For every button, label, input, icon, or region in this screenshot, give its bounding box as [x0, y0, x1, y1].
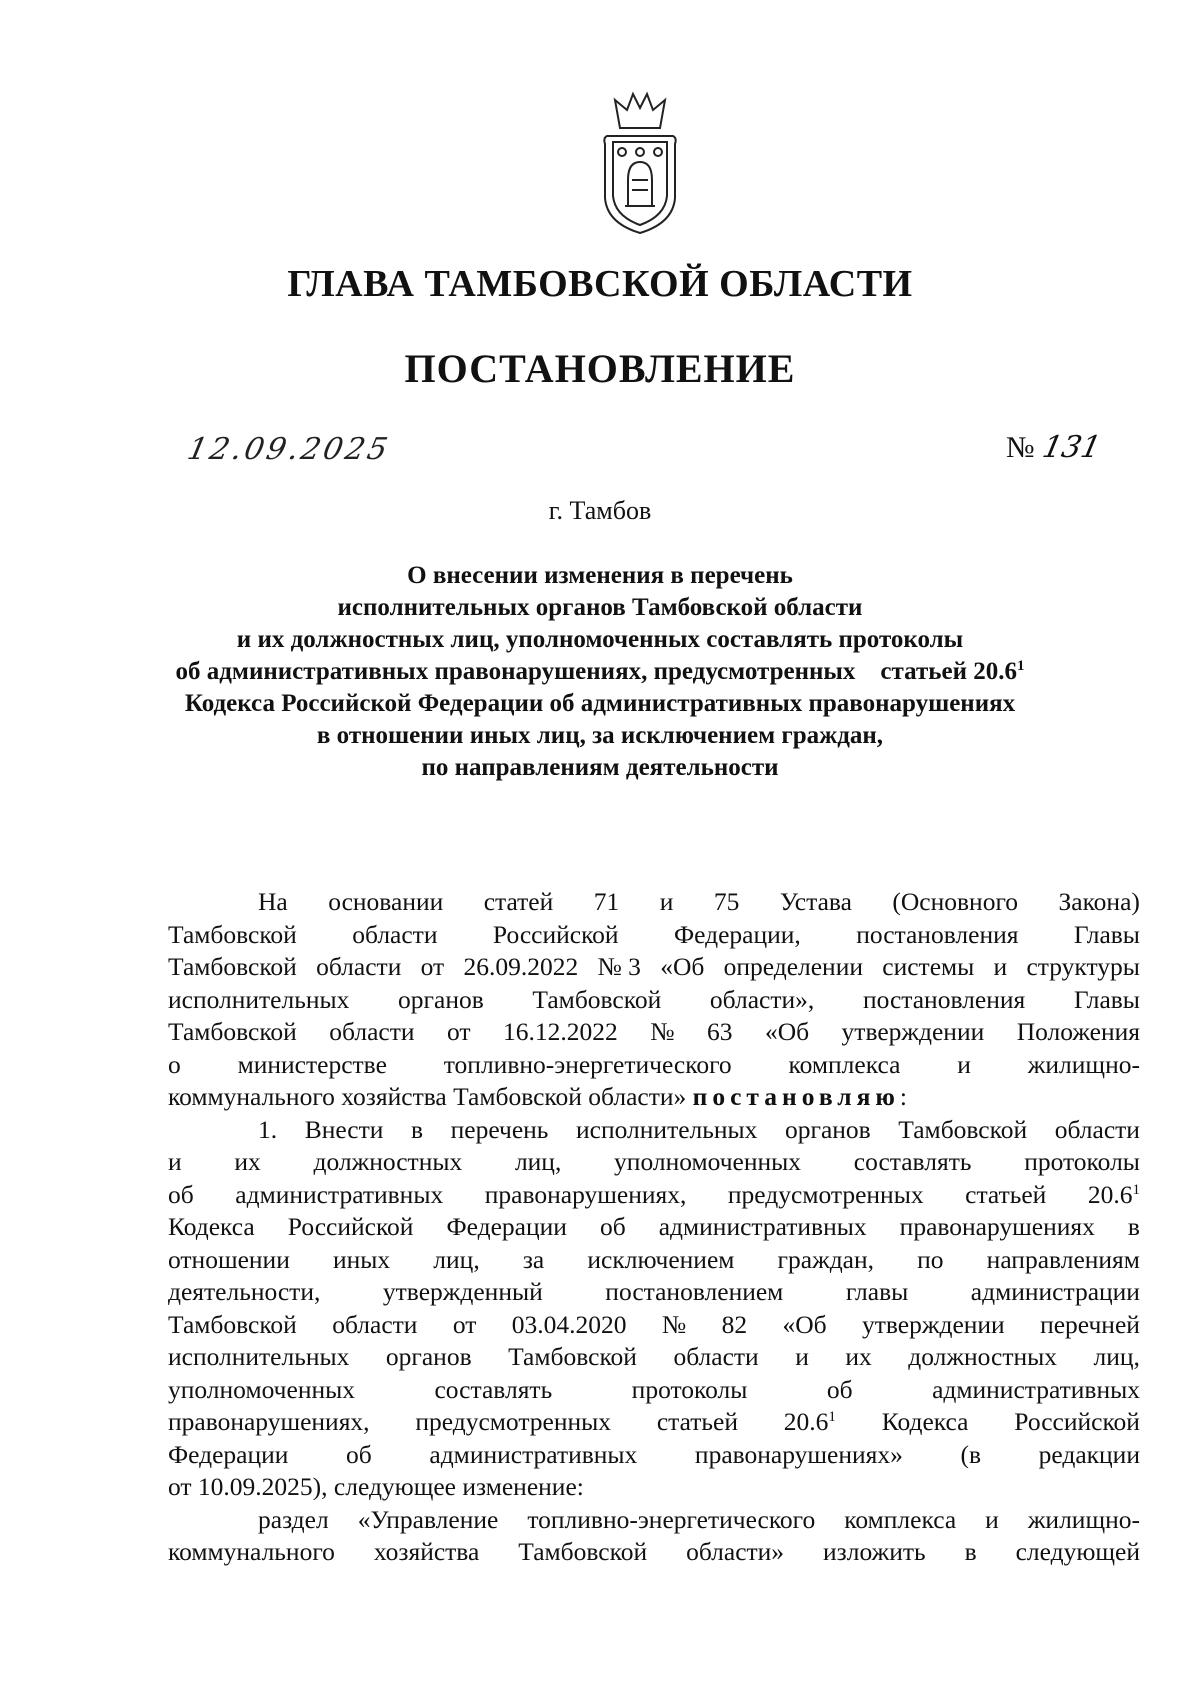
- word: Федерации,: [673, 919, 801, 949]
- word: области: [329, 1017, 415, 1046]
- word: органов: [785, 1114, 871, 1144]
- word: Тамбовской: [898, 1114, 1028, 1144]
- word: 20.6$^1$: [1087, 1179, 1140, 1209]
- body-line: [168, 1211, 1140, 1244]
- word: исполнительных: [168, 1342, 350, 1371]
- word: должностных: [313, 1147, 463, 1176]
- document-date: 12.09.2025: [184, 432, 394, 467]
- word: 1.: [258, 1114, 278, 1144]
- word: правонарушениях,: [484, 1179, 687, 1209]
- word: области»,: [709, 984, 815, 1014]
- word: за: [522, 1244, 545, 1274]
- word: раздел: [258, 1504, 329, 1534]
- word: правонарушениях: [899, 1212, 1095, 1241]
- body-line: [168, 1504, 1140, 1537]
- word: в: [1127, 1212, 1140, 1241]
- word: уполномоченных: [168, 1374, 355, 1404]
- word: и: [659, 887, 674, 916]
- word: структуры: [1026, 952, 1140, 981]
- word: исполнительных: [576, 1114, 758, 1144]
- word: Федерации: [168, 1439, 289, 1469]
- word: главы: [845, 1277, 909, 1306]
- word: «Управление: [357, 1504, 499, 1534]
- word: иных: [332, 1244, 391, 1274]
- word: Российской: [287, 1212, 414, 1241]
- word: Устава: [779, 887, 852, 916]
- word: Тамбовской: [168, 952, 297, 981]
- body-text: :: [899, 1082, 907, 1111]
- word: и: [985, 1504, 999, 1534]
- body-line: [168, 1341, 1140, 1374]
- body-line: [168, 1049, 1140, 1082]
- word: должностных: [908, 1342, 1058, 1371]
- word: об: [599, 1212, 626, 1241]
- word: Тамбовской: [532, 984, 662, 1014]
- word: и: [168, 1147, 182, 1176]
- word: области: [332, 1309, 418, 1339]
- word: лиц,: [433, 1244, 480, 1274]
- body-line: [168, 1179, 1140, 1212]
- word: их: [234, 1147, 261, 1176]
- number-label: №: [1006, 431, 1035, 464]
- word: коммунального: [168, 1537, 335, 1566]
- document-body: [168, 886, 1140, 1569]
- issuing-authority: ГЛАВА ТАМБОВСКОЙ ОБЛАСТИ: [287, 263, 913, 305]
- word: Тамбовской: [518, 1537, 648, 1566]
- word: органов: [385, 1342, 472, 1371]
- word: области: [352, 919, 438, 949]
- word: исполнительных: [168, 984, 350, 1014]
- word: Российской: [1014, 1407, 1140, 1436]
- word: статьей: [965, 1179, 1047, 1209]
- word: 16.12.2022: [503, 1017, 618, 1046]
- word: Федерации: [446, 1212, 567, 1241]
- word: административных: [235, 1179, 444, 1209]
- word: На: [258, 887, 288, 916]
- word: протоколы: [631, 1374, 748, 1404]
- word: административных: [429, 1439, 638, 1469]
- word: в: [964, 1537, 977, 1566]
- heading-line: и их должностных лиц, уполномоченных составлять протоколы: [236, 626, 964, 653]
- word: и: [957, 1049, 971, 1079]
- word: 82: [721, 1309, 748, 1339]
- word: об: [826, 1374, 853, 1404]
- body-line: [168, 1439, 1140, 1472]
- body-text: коммунального хозяйства Тамбовской области»: [168, 1082, 693, 1111]
- word: статьей: [656, 1407, 738, 1436]
- word: органов: [398, 984, 484, 1014]
- word: (в: [960, 1439, 982, 1469]
- body-line: [168, 1374, 1140, 1407]
- word: от: [446, 1017, 471, 1046]
- word: топливно-энергетического: [443, 1049, 732, 1079]
- word: Положения: [1016, 1017, 1140, 1046]
- body-line: [168, 1081, 1140, 1114]
- body-line: [168, 1276, 1140, 1309]
- word: лиц,: [514, 1147, 562, 1176]
- superscript: 1: [1016, 658, 1025, 674]
- word: определении: [723, 952, 863, 981]
- word: постановлением: [605, 1277, 784, 1306]
- word: об: [346, 1439, 372, 1469]
- word: составлять: [434, 1374, 553, 1404]
- word: правонарушениях»: [694, 1439, 903, 1469]
- body-line: от 10.09.2025), следующее изменение:: [168, 1472, 584, 1501]
- word: хозяйства: [373, 1537, 480, 1566]
- document-number: [1006, 430, 1104, 465]
- word: уполномоченных: [614, 1147, 802, 1176]
- word: Кодекса: [881, 1407, 969, 1436]
- word: 20.6$^1$: [783, 1407, 836, 1436]
- word: лиц,: [1093, 1342, 1140, 1371]
- word: 63: [707, 1017, 733, 1046]
- body-line: [168, 1146, 1140, 1179]
- heading-line-text: об административных правонарушениях, предусмотренных статьей 20.6: [175, 658, 1017, 685]
- word: Российской: [492, 919, 619, 949]
- word: от: [452, 1309, 477, 1339]
- word: области: [673, 1342, 759, 1371]
- word: от: [420, 952, 445, 981]
- word: перечней: [1040, 1309, 1140, 1339]
- document-heading: [150, 560, 1050, 784]
- body-line: [168, 1114, 1140, 1147]
- word: «Об: [782, 1309, 827, 1339]
- word: области: [316, 952, 402, 981]
- body-line: [168, 1016, 1140, 1049]
- superscript: 1: [828, 1409, 836, 1425]
- word: Кодекса: [168, 1212, 255, 1241]
- word: постановления: [856, 919, 1019, 949]
- word: администрации: [970, 1277, 1140, 1306]
- word: 03.04.2020: [511, 1309, 627, 1339]
- word: «Об: [764, 1017, 810, 1046]
- word: следующей: [1015, 1537, 1140, 1566]
- word: утвержденный: [382, 1277, 543, 1306]
- superscript: 1: [1132, 1181, 1140, 1198]
- word: комплекса: [844, 1504, 957, 1534]
- word: Главы: [1073, 984, 1140, 1014]
- word: 26.09.2022: [463, 952, 579, 981]
- word: граждан,: [777, 1244, 875, 1274]
- word: комплекса: [788, 1049, 901, 1079]
- word: в: [411, 1114, 424, 1144]
- word: жилищно-: [1027, 1504, 1140, 1534]
- word: Главы: [1073, 919, 1140, 949]
- word: редакции: [1038, 1439, 1140, 1469]
- number-value: 131: [1038, 430, 1104, 465]
- word: по: [917, 1244, 944, 1274]
- word: статей: [483, 887, 554, 916]
- word: административных: [932, 1374, 1140, 1404]
- word: об: [168, 1179, 194, 1209]
- word: Тамбовской: [508, 1342, 637, 1371]
- word: (Основного: [892, 887, 1019, 916]
- word: предусмотренных: [727, 1179, 924, 1209]
- word: деятельности,: [168, 1277, 321, 1306]
- word: «Об: [660, 952, 705, 981]
- word: о: [168, 1049, 181, 1079]
- word: 75: [713, 887, 740, 916]
- heading-line: [150, 656, 1050, 688]
- body-line: [168, 1406, 1140, 1439]
- word: №: [661, 1309, 687, 1339]
- word: министерстве: [237, 1049, 387, 1079]
- word: основании: [328, 887, 444, 916]
- word: Внести: [304, 1114, 384, 1144]
- paragraph-preamble: [168, 886, 1140, 1114]
- word: №: [650, 1017, 675, 1046]
- word: 71: [593, 887, 620, 916]
- word: изложить: [823, 1537, 926, 1566]
- word: Тамбовской: [168, 1309, 297, 1339]
- body-line: [168, 951, 1140, 984]
- word: правонарушениях,: [168, 1407, 370, 1436]
- word: системы: [882, 952, 975, 981]
- word: и: [993, 952, 1008, 981]
- word: их: [845, 1342, 872, 1371]
- body-line: [168, 984, 1140, 1017]
- heading-line: О внесении изменения в перечень: [407, 562, 793, 589]
- document-type-title: ПОСТАНОВЛЕНИЕ: [404, 346, 796, 391]
- word: административных: [658, 1212, 867, 1241]
- word: направлениям: [986, 1244, 1140, 1274]
- word: Закона): [1058, 887, 1140, 916]
- word: перечень: [450, 1114, 549, 1144]
- city-name: г. Тамбов: [548, 496, 652, 525]
- word: Тамбовской: [168, 1017, 297, 1046]
- heading-line: исполнительных органов Тамбовской области: [337, 594, 863, 621]
- word: области: [1054, 1114, 1140, 1144]
- resolve-word: постановляю: [692, 1082, 900, 1111]
- body-line: [168, 919, 1140, 952]
- word: исключением: [587, 1244, 735, 1274]
- body-line: [168, 1536, 1140, 1569]
- word: утверждении: [862, 1309, 1005, 1339]
- word: области»: [686, 1537, 785, 1566]
- body-line: [168, 886, 1140, 919]
- heading-line: Кодекса Российской Федерации об административных правонарушениях: [184, 690, 1016, 717]
- word: отношении: [168, 1244, 290, 1274]
- paragraph-section: [168, 1504, 1140, 1569]
- word: составлять: [853, 1147, 972, 1176]
- heading-line: в отношении иных лиц, за исключением граждан,: [316, 722, 884, 749]
- heading-line: по направлениям деятельности: [421, 754, 779, 781]
- body-line: [168, 1244, 1140, 1277]
- word: протоколы: [1024, 1147, 1140, 1176]
- coat-of-arms-emblem: [595, 88, 685, 238]
- word: Тамбовской: [168, 919, 297, 949]
- word: утверждении: [841, 1017, 985, 1046]
- word: топливно-энергетического: [527, 1504, 816, 1534]
- paragraph-item-1: [168, 1114, 1140, 1504]
- word: № 3: [597, 952, 641, 981]
- body-line: [168, 1309, 1140, 1342]
- word: жилищно-: [1027, 1049, 1140, 1079]
- word: постановления: [862, 984, 1026, 1014]
- word: и: [795, 1342, 809, 1371]
- word: предусмотренных: [415, 1407, 612, 1436]
